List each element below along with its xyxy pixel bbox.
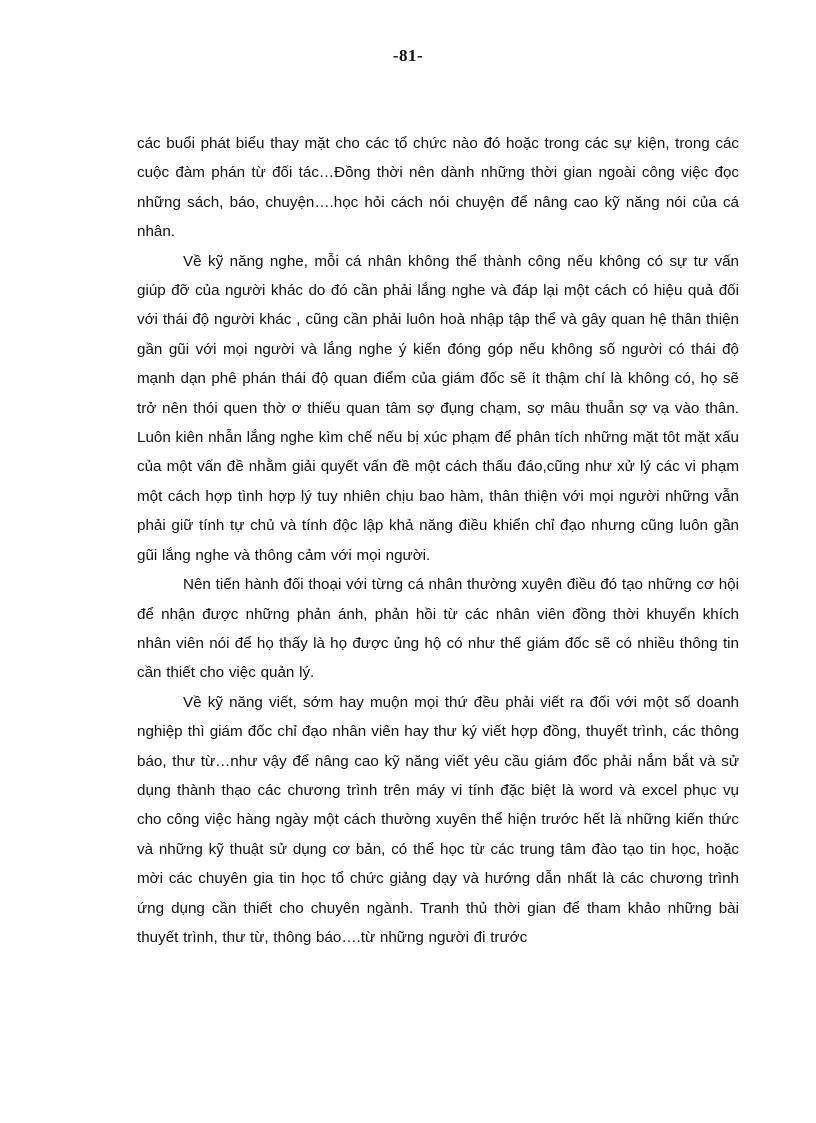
paragraph-2: Về kỹ năng nghe, mỗi cá nhân không thể thành công nếu không có sự tư vấn giúp đỡ của người khác do đó cần phải lắng nghe và đáp lại một cách có hiệu quả đối với thái độ người khác , cũng cần phải luôn hoà nhập tập thể và gây quan hệ thân thiện gần gũi với mọi người và lắng nghe ý kiến đóng góp nếu không số người có thái độ mạnh dạn phê phán thái độ quan điểm của giám đốc sẽ ít thậm chí là không có, họ sẽ trở nên thói quen thờ ơ thiếu quan tâm sợ đụng chạm, sợ mâu thuẫn sợ vạ vào thân. Luôn kiên nhẫn lắng nghe kìm chế nếu bị xúc phạm để phân tích những mặt tôt mặt xấu của một vấn đề nhằm giải quyết vấn đề một cách thấu đáo,cũng như xử lý các vi phạm một cách hợp tình hợp lý tuy nhiên chịu bao hàm, thân thiện với mọi người những vẫn phải giữ tính tự chủ và tính độc lập khả năng điều khiển chỉ đạo nhưng cũng luôn gần gũi lắng nghe và thông cảm với mọi người. [137, 252, 739, 564]
paragraph-4: Về kỹ năng viết, sớm hay muộn mọi thứ đều phải viết ra đối với một số doanh nghiệp thì giám đốc chỉ đạo nhân viên hay thư ký viết hợp đồng, thuyết trình, các thông báo, thư từ…như vậy để nâng cao kỹ năng viết yêu cầu giám đốc phải nắm bắt và sử dụng thành thạo các chương trình trên máy vi tính đặc biệt là word và excel phục vụ cho công việc hàng ngày một cách thường xuyên thể hiện trước hết là những kiến thức và những kỹ thuật sử dụng cơ bản, có thể học từ các trung tâm đào tạo tin học, hoặc mời các chuyên gia tin học tổ chức giảng dạy và hướng dẫn nhất là các chương trình ứng dụng cần thiết cho chuyên ngành. Tranh thủ thời gian để tham khảo những bài thuyết trình, thư từ, thông báo….từ những người đi trước [137, 693, 739, 946]
paragraph-1: các buổi phát biểu thay mặt cho các tổ chức nào đó hoặc trong các sự kiện, trong các cuộc đàm phán từ đối tác…Đồng thời nên dành những thời gian ngoài công việc đọc những sách, báo, chuyện….học hỏi cách nói chuyện để nâng cao kỹ năng nói của cá nhân. [137, 135, 739, 241]
paragraph-3: Nên tiến hành đối thoại với từng cá nhân thường xuyên điều đó tạo những cơ hội để nhận được những phản ánh, phản hồi từ các nhân viên đồng thời khuyến khích nhân viên nói để họ thấy là họ được ủng hộ có như thế giám đốc sẽ có nhiều thông tin cần thiết cho việc quản lý. [137, 576, 739, 682]
body-text [137, 129, 739, 952]
page-number: -81- [392, 46, 424, 65]
